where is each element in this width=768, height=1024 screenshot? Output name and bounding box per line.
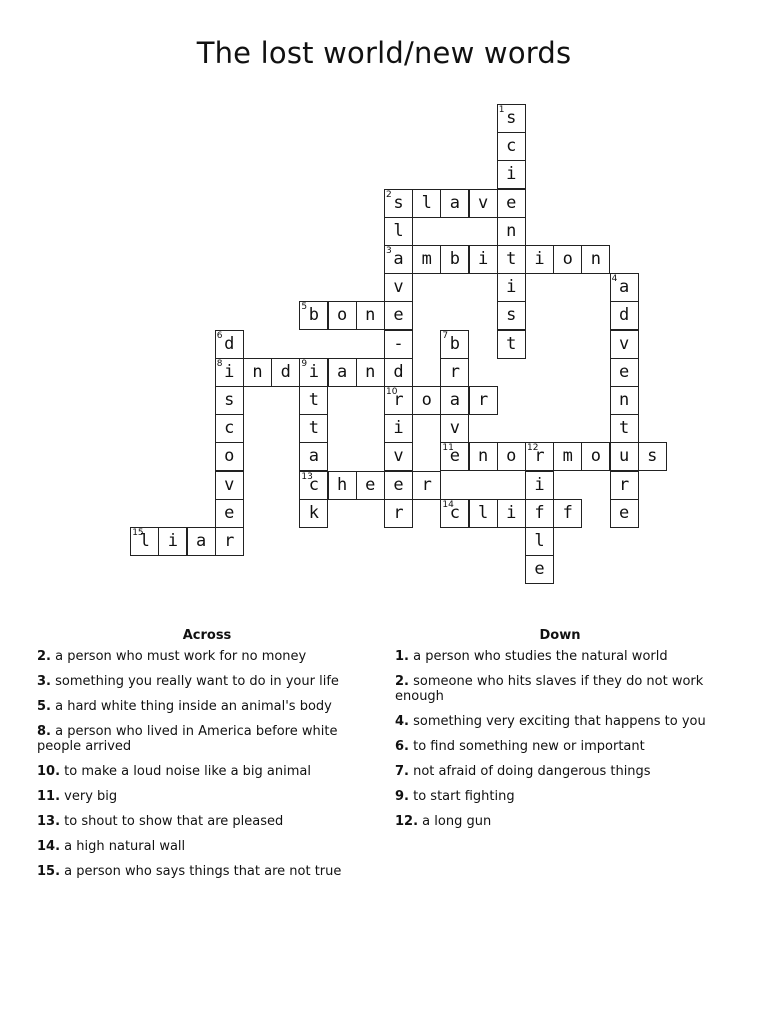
grid-cell[interactable] bbox=[440, 499, 469, 528]
grid-cell[interactable] bbox=[412, 245, 441, 274]
cell-letter: i bbox=[224, 361, 235, 382]
grid-cell[interactable] bbox=[328, 301, 357, 330]
cell-letter: t bbox=[618, 418, 630, 439]
down-clues bbox=[395, 628, 725, 839]
cell-letter: o bbox=[224, 446, 235, 467]
grid-cell[interactable] bbox=[384, 499, 413, 528]
cell-letter: v bbox=[477, 192, 489, 213]
cell-letter: s bbox=[393, 192, 404, 213]
grid-cell[interactable] bbox=[497, 189, 526, 218]
cell-letter: c bbox=[506, 136, 517, 157]
clue-item-number: 14. bbox=[37, 839, 61, 854]
grid-cell[interactable] bbox=[553, 442, 582, 471]
grid-cell[interactable] bbox=[469, 189, 498, 218]
clue-item-number: 7. bbox=[395, 764, 409, 779]
cell-letter: s bbox=[224, 390, 235, 410]
cell-letter: a bbox=[449, 192, 461, 213]
down-heading: Down bbox=[539, 628, 581, 643]
cell-letter: d bbox=[280, 361, 291, 382]
grid-cell[interactable] bbox=[158, 527, 187, 556]
grid-cell[interactable] bbox=[356, 471, 385, 500]
grid-cell[interactable] bbox=[610, 471, 639, 500]
cell-letter: r bbox=[393, 502, 404, 523]
grid-cell[interactable] bbox=[610, 499, 639, 528]
page-title: The lost world/new words bbox=[196, 36, 572, 70]
clue-item bbox=[37, 789, 377, 804]
clue-item bbox=[395, 674, 725, 704]
grid-cell[interactable] bbox=[412, 189, 441, 218]
grid-cell[interactable] bbox=[553, 499, 582, 528]
grid-cell[interactable] bbox=[384, 217, 413, 246]
cell-letter: t bbox=[308, 418, 320, 439]
cell-letter: d bbox=[393, 361, 404, 382]
grid-cell[interactable] bbox=[638, 442, 667, 471]
clue-item bbox=[395, 714, 725, 729]
grid-cell[interactable] bbox=[610, 330, 639, 359]
grid-cell[interactable] bbox=[581, 442, 610, 471]
clue-item bbox=[37, 764, 377, 779]
cell-letter: e bbox=[618, 502, 630, 523]
cell-letter: i bbox=[308, 361, 320, 382]
clue-item-text: not afraid of doing dangerous things bbox=[408, 764, 651, 779]
grid-cell[interactable] bbox=[215, 330, 244, 359]
grid-cell[interactable] bbox=[215, 386, 244, 415]
grid-cell[interactable] bbox=[328, 471, 357, 500]
cell-letter: v bbox=[393, 446, 404, 467]
cell-letter: b bbox=[449, 249, 461, 269]
clue-item bbox=[37, 839, 377, 854]
grid-cell[interactable] bbox=[440, 330, 469, 359]
clue-item-text: someone who hits slaves if they do not work enough bbox=[395, 674, 704, 704]
cell-letter: t bbox=[308, 390, 320, 410]
grid-cell[interactable] bbox=[440, 358, 469, 387]
clue-item-number: 11. bbox=[37, 789, 61, 804]
grid-cell[interactable] bbox=[440, 414, 469, 443]
clue-item-text: a long gun bbox=[418, 814, 492, 829]
grid-cell[interactable] bbox=[299, 499, 328, 528]
clue-item bbox=[395, 764, 725, 779]
cell-letter: n bbox=[590, 249, 602, 269]
cell-letter: a bbox=[336, 361, 348, 382]
clue-item-number: 13. bbox=[37, 814, 61, 829]
cell-letter: i bbox=[393, 418, 404, 439]
grid-cell[interactable] bbox=[497, 245, 526, 274]
cell-letter: a bbox=[393, 249, 404, 269]
grid-cell[interactable] bbox=[384, 358, 413, 387]
grid-cell[interactable] bbox=[130, 527, 159, 556]
cell-letter: r bbox=[393, 390, 404, 410]
grid-cell[interactable] bbox=[525, 471, 554, 500]
grid-cell[interactable] bbox=[497, 330, 526, 359]
across-heading: Across bbox=[182, 628, 232, 643]
cell-letter: o bbox=[562, 249, 573, 269]
grid-cell[interactable] bbox=[497, 499, 526, 528]
grid-cell[interactable] bbox=[525, 245, 554, 274]
cell-letter: v bbox=[224, 474, 235, 495]
grid-cell[interactable] bbox=[469, 245, 498, 274]
cell-letter: m bbox=[421, 249, 432, 269]
clue-number: 5 bbox=[301, 302, 308, 313]
clue-item bbox=[395, 789, 725, 804]
cell-letter: e bbox=[534, 559, 545, 580]
clue-item-number: 10. bbox=[37, 764, 61, 779]
cell-letter: i bbox=[506, 502, 517, 523]
cell-letter: d bbox=[224, 333, 235, 354]
cell-letter: u bbox=[618, 446, 630, 467]
cell-letter: r bbox=[477, 390, 489, 410]
cell-letter: o bbox=[336, 305, 348, 326]
grid-cell[interactable] bbox=[497, 160, 526, 189]
grid-cell[interactable] bbox=[412, 386, 441, 415]
grid-cell[interactable] bbox=[299, 442, 328, 471]
grid-cell[interactable] bbox=[525, 442, 554, 471]
clue-item-text: to find something new or important bbox=[408, 739, 645, 754]
grid-cell[interactable] bbox=[610, 301, 639, 330]
grid-cell[interactable] bbox=[384, 245, 413, 274]
cell-letter: e bbox=[393, 474, 404, 495]
across-clues bbox=[37, 628, 377, 889]
clue-number: 11 bbox=[442, 443, 454, 454]
grid-cell[interactable] bbox=[384, 189, 413, 218]
clue-item-text: something you really want to do in your life bbox=[50, 674, 339, 689]
cell-letter: l bbox=[534, 531, 545, 551]
clue-item bbox=[37, 814, 377, 829]
grid-cell[interactable] bbox=[525, 499, 554, 528]
grid-cell[interactable] bbox=[356, 358, 385, 387]
clue-number: 9 bbox=[301, 358, 308, 369]
clue-item-text: to start fighting bbox=[408, 789, 515, 804]
grid-cell[interactable] bbox=[497, 132, 526, 161]
clue-item-number: 12. bbox=[395, 814, 419, 829]
cell-letter: r bbox=[224, 531, 235, 551]
cell-letter: i bbox=[167, 531, 179, 551]
cell-letter: o bbox=[590, 446, 602, 467]
cell-letter: v bbox=[618, 333, 630, 354]
grid-cell[interactable] bbox=[581, 245, 610, 274]
clue-item-number: 2. bbox=[37, 649, 51, 664]
grid-cell[interactable] bbox=[215, 527, 244, 556]
cell-letter: e bbox=[449, 446, 461, 467]
cell-letter: i bbox=[506, 277, 517, 298]
grid-cell[interactable] bbox=[525, 527, 554, 556]
grid-cell[interactable] bbox=[243, 358, 272, 387]
grid-cell[interactable] bbox=[215, 358, 244, 387]
cell-letter: c bbox=[224, 418, 235, 439]
clue-item bbox=[37, 649, 377, 664]
grid-cell[interactable] bbox=[497, 442, 526, 471]
clue-item-number: 5. bbox=[37, 699, 51, 714]
grid-cell[interactable] bbox=[384, 386, 413, 415]
grid-cell[interactable] bbox=[187, 527, 216, 556]
grid-cell[interactable] bbox=[299, 386, 328, 415]
clue-item bbox=[395, 739, 725, 754]
grid-cell[interactable] bbox=[469, 499, 498, 528]
grid-cell[interactable] bbox=[497, 217, 526, 246]
grid-cell[interactable] bbox=[215, 471, 244, 500]
clue-number: 15 bbox=[132, 528, 144, 538]
grid-cell[interactable] bbox=[440, 189, 469, 218]
clue-number: 10 bbox=[386, 387, 398, 397]
grid-cell[interactable] bbox=[215, 414, 244, 443]
grid-cell[interactable] bbox=[215, 442, 244, 471]
cell-letter: a bbox=[308, 446, 320, 467]
clue-item bbox=[395, 649, 725, 664]
cell-letter: h bbox=[336, 474, 348, 495]
clue-number: 6 bbox=[216, 330, 223, 341]
clue-item-text: very big bbox=[60, 789, 118, 804]
cell-letter: c bbox=[449, 502, 461, 523]
clue-item-number: 6. bbox=[395, 739, 409, 754]
grid-cell[interactable] bbox=[610, 414, 639, 443]
cell-letter: r bbox=[534, 446, 545, 467]
grid-cell[interactable] bbox=[469, 386, 498, 415]
cell-letter: - bbox=[393, 333, 404, 354]
cell-letter: f bbox=[562, 502, 573, 523]
across-clue-list bbox=[37, 649, 377, 879]
clue-item-text: a high natural wall bbox=[60, 839, 186, 854]
grid-cell[interactable] bbox=[497, 104, 526, 133]
clue-item-number: 4. bbox=[395, 714, 409, 729]
cell-letter: n bbox=[477, 446, 489, 467]
clue-item-number: 15. bbox=[37, 864, 61, 879]
grid-cell[interactable] bbox=[497, 301, 526, 330]
down-clue-list bbox=[395, 649, 725, 829]
clue-item-number: 3. bbox=[37, 674, 51, 689]
cell-letter: a bbox=[618, 277, 630, 298]
grid-cell[interactable] bbox=[299, 358, 328, 387]
grid-cell[interactable] bbox=[271, 358, 300, 387]
grid-cell[interactable] bbox=[469, 442, 498, 471]
cell-letter: i bbox=[506, 164, 517, 185]
grid-cell[interactable] bbox=[497, 273, 526, 302]
clue-item-text: to shout to show that are pleased bbox=[60, 814, 284, 829]
cell-letter: d bbox=[618, 305, 630, 326]
cell-letter: n bbox=[365, 361, 376, 382]
cell-letter: e bbox=[618, 361, 630, 382]
cell-letter: i bbox=[534, 249, 545, 269]
grid-cell[interactable] bbox=[525, 555, 554, 584]
clue-item-text: a person who says things that are not true bbox=[60, 864, 342, 879]
cell-letter: o bbox=[421, 390, 432, 410]
cell-letter: e bbox=[506, 192, 517, 213]
cell-letter: n bbox=[252, 361, 263, 382]
clue-number: 7 bbox=[442, 330, 449, 341]
grid-cell[interactable] bbox=[384, 471, 413, 500]
cell-letter: r bbox=[421, 474, 432, 495]
grid-cell[interactable] bbox=[384, 301, 413, 330]
grid-cell[interactable] bbox=[384, 273, 413, 302]
cell-letter: s bbox=[647, 446, 658, 467]
cell-letter: i bbox=[534, 474, 545, 495]
grid-cell[interactable] bbox=[610, 273, 639, 302]
grid-cell[interactable] bbox=[440, 386, 469, 415]
clue-item bbox=[37, 674, 377, 689]
cell-letter: l bbox=[139, 531, 150, 551]
clue-item-number: 8. bbox=[37, 724, 51, 739]
clue-item-text: a person who lived in America before white people arrived bbox=[37, 724, 338, 754]
clue-item-text: to make a loud noise like a big animal bbox=[60, 764, 311, 779]
clue-item bbox=[37, 724, 377, 754]
cell-letter: n bbox=[618, 390, 630, 410]
clue-number: 12 bbox=[527, 443, 539, 454]
cell-letter: r bbox=[449, 361, 461, 382]
cell-letter: t bbox=[506, 249, 517, 269]
cell-letter: l bbox=[393, 220, 404, 241]
cell-letter: n bbox=[506, 220, 517, 241]
cell-letter: o bbox=[506, 446, 517, 467]
cell-letter: k bbox=[308, 502, 320, 523]
clue-item-text: a person who must work for no money bbox=[50, 649, 307, 664]
grid-cell[interactable] bbox=[440, 442, 469, 471]
cell-letter: f bbox=[534, 502, 545, 523]
cell-letter: b bbox=[449, 333, 461, 354]
clue-number: 8 bbox=[216, 358, 223, 369]
clue-item-text: a person who studies the natural world bbox=[408, 649, 668, 664]
clue-item-text: a hard white thing inside an animal's body bbox=[50, 699, 332, 714]
grid-cell[interactable] bbox=[553, 245, 582, 274]
grid-cell[interactable] bbox=[610, 358, 639, 387]
clue-item-number: 2. bbox=[395, 674, 409, 689]
grid-cell[interactable] bbox=[215, 499, 244, 528]
grid-cell[interactable] bbox=[384, 330, 413, 359]
cell-letter: l bbox=[421, 192, 432, 213]
grid-cell[interactable] bbox=[412, 471, 441, 500]
grid-cell[interactable] bbox=[356, 301, 385, 330]
cell-letter: e bbox=[224, 502, 235, 523]
cell-letter: s bbox=[506, 305, 517, 326]
cell-letter: m bbox=[562, 446, 573, 467]
clue-number: 13 bbox=[301, 471, 313, 482]
grid-cell[interactable] bbox=[384, 442, 413, 471]
grid-cell[interactable] bbox=[440, 245, 469, 274]
cell-letter: i bbox=[477, 249, 489, 269]
cell-letter: a bbox=[195, 531, 207, 551]
grid-cell[interactable] bbox=[328, 358, 357, 387]
cell-letter: t bbox=[506, 333, 517, 354]
clue-item bbox=[37, 699, 377, 714]
clue-item bbox=[37, 864, 377, 879]
cell-letter: e bbox=[365, 474, 376, 495]
cell-letter: v bbox=[393, 277, 404, 298]
grid-cell[interactable] bbox=[610, 386, 639, 415]
cell-letter: l bbox=[477, 502, 489, 523]
clue-number: 14 bbox=[442, 499, 454, 510]
clue-number: 1 bbox=[498, 105, 505, 115]
cell-letter: v bbox=[449, 418, 461, 439]
cell-letter: b bbox=[308, 305, 320, 326]
clue-number: 3 bbox=[386, 246, 392, 256]
cell-letter: r bbox=[618, 474, 630, 495]
clue-item-text: something very exciting that happens to you bbox=[408, 714, 706, 729]
clue-number: 2 bbox=[386, 189, 392, 200]
cell-letter: n bbox=[365, 305, 376, 326]
clue-item bbox=[395, 814, 725, 829]
grid-cell[interactable] bbox=[610, 442, 639, 471]
cell-letter: a bbox=[449, 390, 461, 410]
clue-number: 4 bbox=[611, 274, 618, 285]
cell-letter: c bbox=[308, 474, 320, 495]
clue-item-number: 1. bbox=[395, 649, 409, 664]
cell-letter: e bbox=[393, 305, 404, 326]
grid-cell[interactable] bbox=[299, 414, 328, 443]
grid-cell[interactable] bbox=[299, 301, 328, 330]
clue-item-number: 9. bbox=[395, 789, 409, 804]
cell-letter: s bbox=[506, 108, 517, 128]
grid-cell[interactable] bbox=[384, 414, 413, 443]
grid-cell[interactable] bbox=[299, 471, 328, 500]
